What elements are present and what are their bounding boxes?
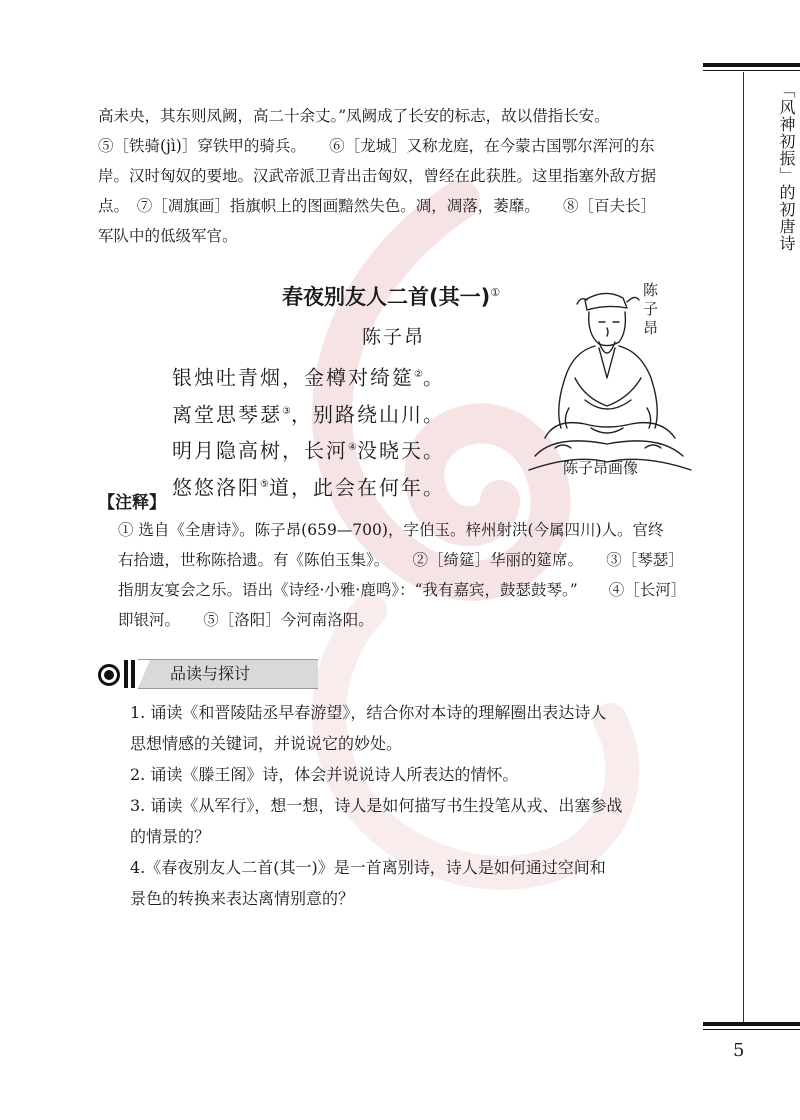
- poem-body: [172, 358, 445, 505]
- annotations: [118, 515, 710, 635]
- question-line: 1. 诵读《和晋陵陆丞早春游望》，结合你对本诗的理解圈出表达诗人: [130, 703, 607, 722]
- question-list: [98, 697, 710, 914]
- footnote-marker: ③: [282, 405, 291, 417]
- question-line: 2. 诵读《滕王阁》诗，体会并说说诗人所表达的情怀。: [130, 765, 519, 784]
- note-line: ⑤［铁骑(jì)］穿铁甲的骑兵。 ⑥［龙城］又称龙庭，在今蒙古国鄂尔浑河的东: [98, 137, 655, 155]
- chapter-side-title: 「风神初振」的初唐诗: [777, 82, 796, 252]
- poem-title: [282, 281, 500, 311]
- note-line: 军队中的低级军官。: [98, 227, 238, 245]
- question-line: 4.《春夜别友人二首(其一)》是一首离别诗，诗人是如何通过空间和: [130, 858, 606, 877]
- annotation-line: 右拾遗，世称陈拾遗。有《陈伯玉集》。 ②［绮筵］华丽的筵席。 ③［琴瑟］: [118, 551, 684, 569]
- poem-line: [172, 358, 445, 395]
- footer-rule: [703, 1022, 800, 1026]
- divider-bar: [124, 660, 128, 688]
- poem-author: 陈子昂: [362, 326, 426, 348]
- question-line: 3. 诵读《从军行》，想一想，诗人是如何描写书生投笔从戎、出塞参战: [130, 796, 623, 815]
- header-rule-thin: [703, 70, 800, 71]
- poem-line: [172, 395, 445, 432]
- prior-notes: [98, 101, 710, 251]
- section-title: 品读与探讨: [138, 659, 318, 689]
- footnote-marker: ⑤: [260, 478, 269, 490]
- poem-text: 。: [422, 365, 445, 390]
- annotation-line: ① 选自《全唐诗》。陈子昂(659—700)，字伯玉。梓州射洪(今属四川)人。官终: [118, 521, 664, 539]
- note-line: 点。 ⑦［凋旗画］指旗帜上的图画黯然失色。凋，凋落，萎靡。 ⑧［百夫长］: [98, 197, 657, 215]
- poem-title-text: 春夜别友人二首(其一): [282, 285, 491, 309]
- question-line: 景色的转换来表达离情别意的？: [130, 889, 355, 908]
- divider-bar: [131, 660, 135, 688]
- annotation-line: 即银河。 ⑤［洛阳］今河南洛阳。: [118, 611, 374, 629]
- notes-heading: 【注释】: [98, 493, 166, 513]
- footnote-marker: ①: [490, 286, 501, 299]
- footnote-marker: ④: [348, 442, 357, 454]
- note-line: 高未央，其东则凤阙，高二十余丈。”凤阙成了长安的标志，故以借指长安。: [98, 107, 610, 125]
- question-line: 思想情感的关键词，并说说它的妙处。: [130, 734, 403, 753]
- poem-text: 没晓天。: [356, 438, 445, 463]
- question-line: 的情景的？: [130, 827, 211, 846]
- poem-text: 道，此会在何年。: [268, 475, 445, 500]
- note-line: 岸。汉时匈奴的要地。汉武帝派卫青出击匈奴，曾经在此获胜。这里指塞外敌方据: [98, 167, 657, 185]
- poem-text: 银烛吐青烟，金樽对绮筵: [172, 365, 414, 390]
- footer-rule-thin: [703, 1029, 800, 1030]
- poem-line: [172, 468, 445, 505]
- page-number: 5: [733, 1040, 745, 1061]
- section-header: [98, 658, 318, 692]
- bullet-circle-icon: [98, 664, 120, 686]
- poem-text: ，别路绕山川。: [290, 402, 445, 427]
- poem-text: 离堂思琴瑟: [172, 402, 282, 427]
- poem-text: 明月隐高树，长河: [172, 438, 348, 463]
- header-rule: [703, 63, 800, 67]
- portrait-caption: 陈子昂画像: [563, 459, 639, 477]
- annotation-line: 指朋友宴会之乐。语出《诗经·小雅·鹿鸣》：“我有嘉宾，鼓瑟鼓琴。” ④［长河］: [118, 581, 687, 599]
- portrait-name-label: 陈子昂: [641, 282, 659, 339]
- poem-text: 悠悠洛阳: [172, 475, 260, 500]
- poem-line: [172, 431, 445, 468]
- footnote-marker: ②: [414, 369, 423, 380]
